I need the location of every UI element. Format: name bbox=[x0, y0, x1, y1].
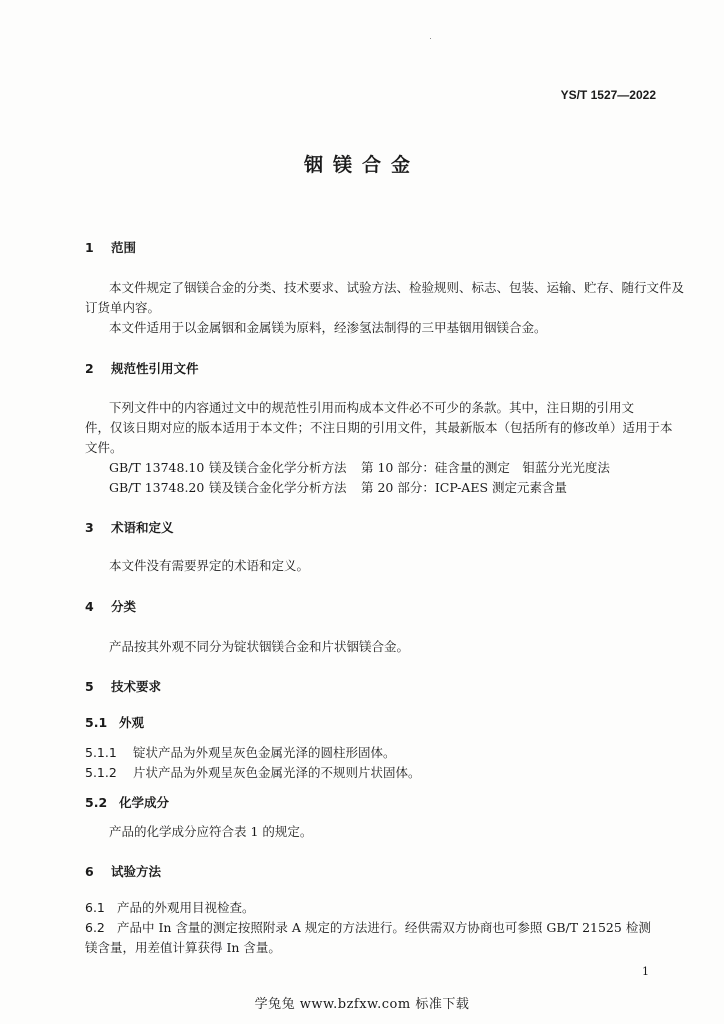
section-number: 5 bbox=[85, 679, 94, 694]
clause-text: 片状产品为外观呈灰色金属光泽的不规则片状固体。 bbox=[133, 765, 421, 780]
section-title: 试验方法 bbox=[111, 864, 162, 879]
clause-number: 6.2 bbox=[85, 920, 105, 935]
section-title: 规范性引用文件 bbox=[111, 361, 199, 376]
section-number: 1 bbox=[85, 240, 94, 255]
clause-text: 产品的外观用目视检查。 bbox=[117, 900, 255, 915]
clause-number: 5.1.2 bbox=[85, 765, 117, 780]
section-number: 2 bbox=[85, 361, 94, 376]
scan-speck bbox=[430, 38, 431, 39]
section-title: 范围 bbox=[111, 240, 137, 255]
paragraph: 镁含量，用差值计算获得 In 含量。 bbox=[85, 940, 281, 955]
reference-title: 镁及镁合金化学分析方法 bbox=[209, 480, 347, 495]
paragraph: 产品的化学成分应符合表 1 的规定。 bbox=[109, 824, 313, 839]
reference-part: 第 10 部分：硅含量的测定 钼蓝分光光度法 bbox=[361, 460, 610, 475]
section-number: 6 bbox=[85, 864, 94, 879]
paragraph: 下列文件中的内容通过文中的规范性引用而构成本文件必不可少的条款。其中，注日期的引用文 bbox=[109, 400, 635, 415]
clause-number: 6.1 bbox=[85, 900, 105, 915]
watermark-footer: 学兔兔 www.bzfxw.com 标准下载 bbox=[254, 997, 470, 1012]
clause bbox=[85, 918, 651, 936]
clause bbox=[85, 898, 255, 916]
subsection-number: 5.1 bbox=[85, 715, 108, 730]
normative-reference bbox=[109, 478, 567, 496]
normative-reference bbox=[109, 458, 610, 476]
section-5-heading bbox=[85, 677, 161, 695]
paragraph: 订货单内容。 bbox=[85, 300, 161, 315]
paragraph: 产品按其外观不同分为锭状铟镁合金和片状铟镁合金。 bbox=[109, 639, 410, 654]
section-title: 分类 bbox=[111, 599, 137, 614]
clause-text: 产品中 In 含量的测定按照附录 A 规定的方法进行。经供需双方协商也可参照 GB/T 21525 检测 bbox=[117, 920, 651, 935]
reference-part: 第 20 部分：ICP-AES 测定元素含量 bbox=[361, 480, 567, 495]
section-title: 技术要求 bbox=[111, 679, 162, 694]
reference-code: GB/T 13748.10 bbox=[109, 460, 205, 475]
paragraph: 本文件没有需要界定的术语和定义。 bbox=[109, 558, 310, 573]
document-title: 铟镁合金 bbox=[303, 154, 420, 176]
section-number: 3 bbox=[85, 520, 94, 535]
clause bbox=[85, 763, 421, 781]
standard-number: YS/T 1527—2022 bbox=[560, 88, 656, 102]
subsection-number: 5.2 bbox=[85, 795, 108, 810]
subsection-5-1-heading bbox=[85, 713, 144, 731]
section-6-heading bbox=[85, 862, 161, 880]
section-4-heading bbox=[85, 597, 136, 615]
clause bbox=[85, 743, 396, 761]
reference-code: GB/T 13748.20 bbox=[109, 480, 205, 495]
paragraph: 本文件适用于以金属铟和金属镁为原料，经渗氢法制得的三甲基铟用铟镁合金。 bbox=[109, 320, 547, 335]
subsection-title: 外观 bbox=[119, 715, 145, 730]
paragraph: 件，仅该日期对应的版本适用于本文件；不注日期的引用文件，其最新版本（包括所有的修改单）适用于本 bbox=[85, 420, 673, 435]
paragraph: 文件。 bbox=[85, 440, 123, 455]
section-3-heading bbox=[85, 518, 174, 536]
clause-number: 5.1.1 bbox=[85, 745, 117, 760]
page-number: 1 bbox=[642, 965, 649, 978]
subsection-5-2-heading bbox=[85, 793, 169, 811]
paragraph: 本文件规定了铟镁合金的分类、技术要求、试验方法、检验规则、标志、包装、运输、贮存、随行文件及 bbox=[109, 280, 685, 295]
clause-text: 锭状产品为外观呈灰色金属光泽的圆柱形固体。 bbox=[133, 745, 396, 760]
subsection-title: 化学成分 bbox=[119, 795, 170, 810]
section-2-heading bbox=[85, 359, 199, 377]
section-1-heading bbox=[85, 238, 136, 256]
reference-title: 镁及镁合金化学分析方法 bbox=[209, 460, 347, 475]
section-number: 4 bbox=[85, 599, 94, 614]
section-title: 术语和定义 bbox=[111, 520, 174, 535]
